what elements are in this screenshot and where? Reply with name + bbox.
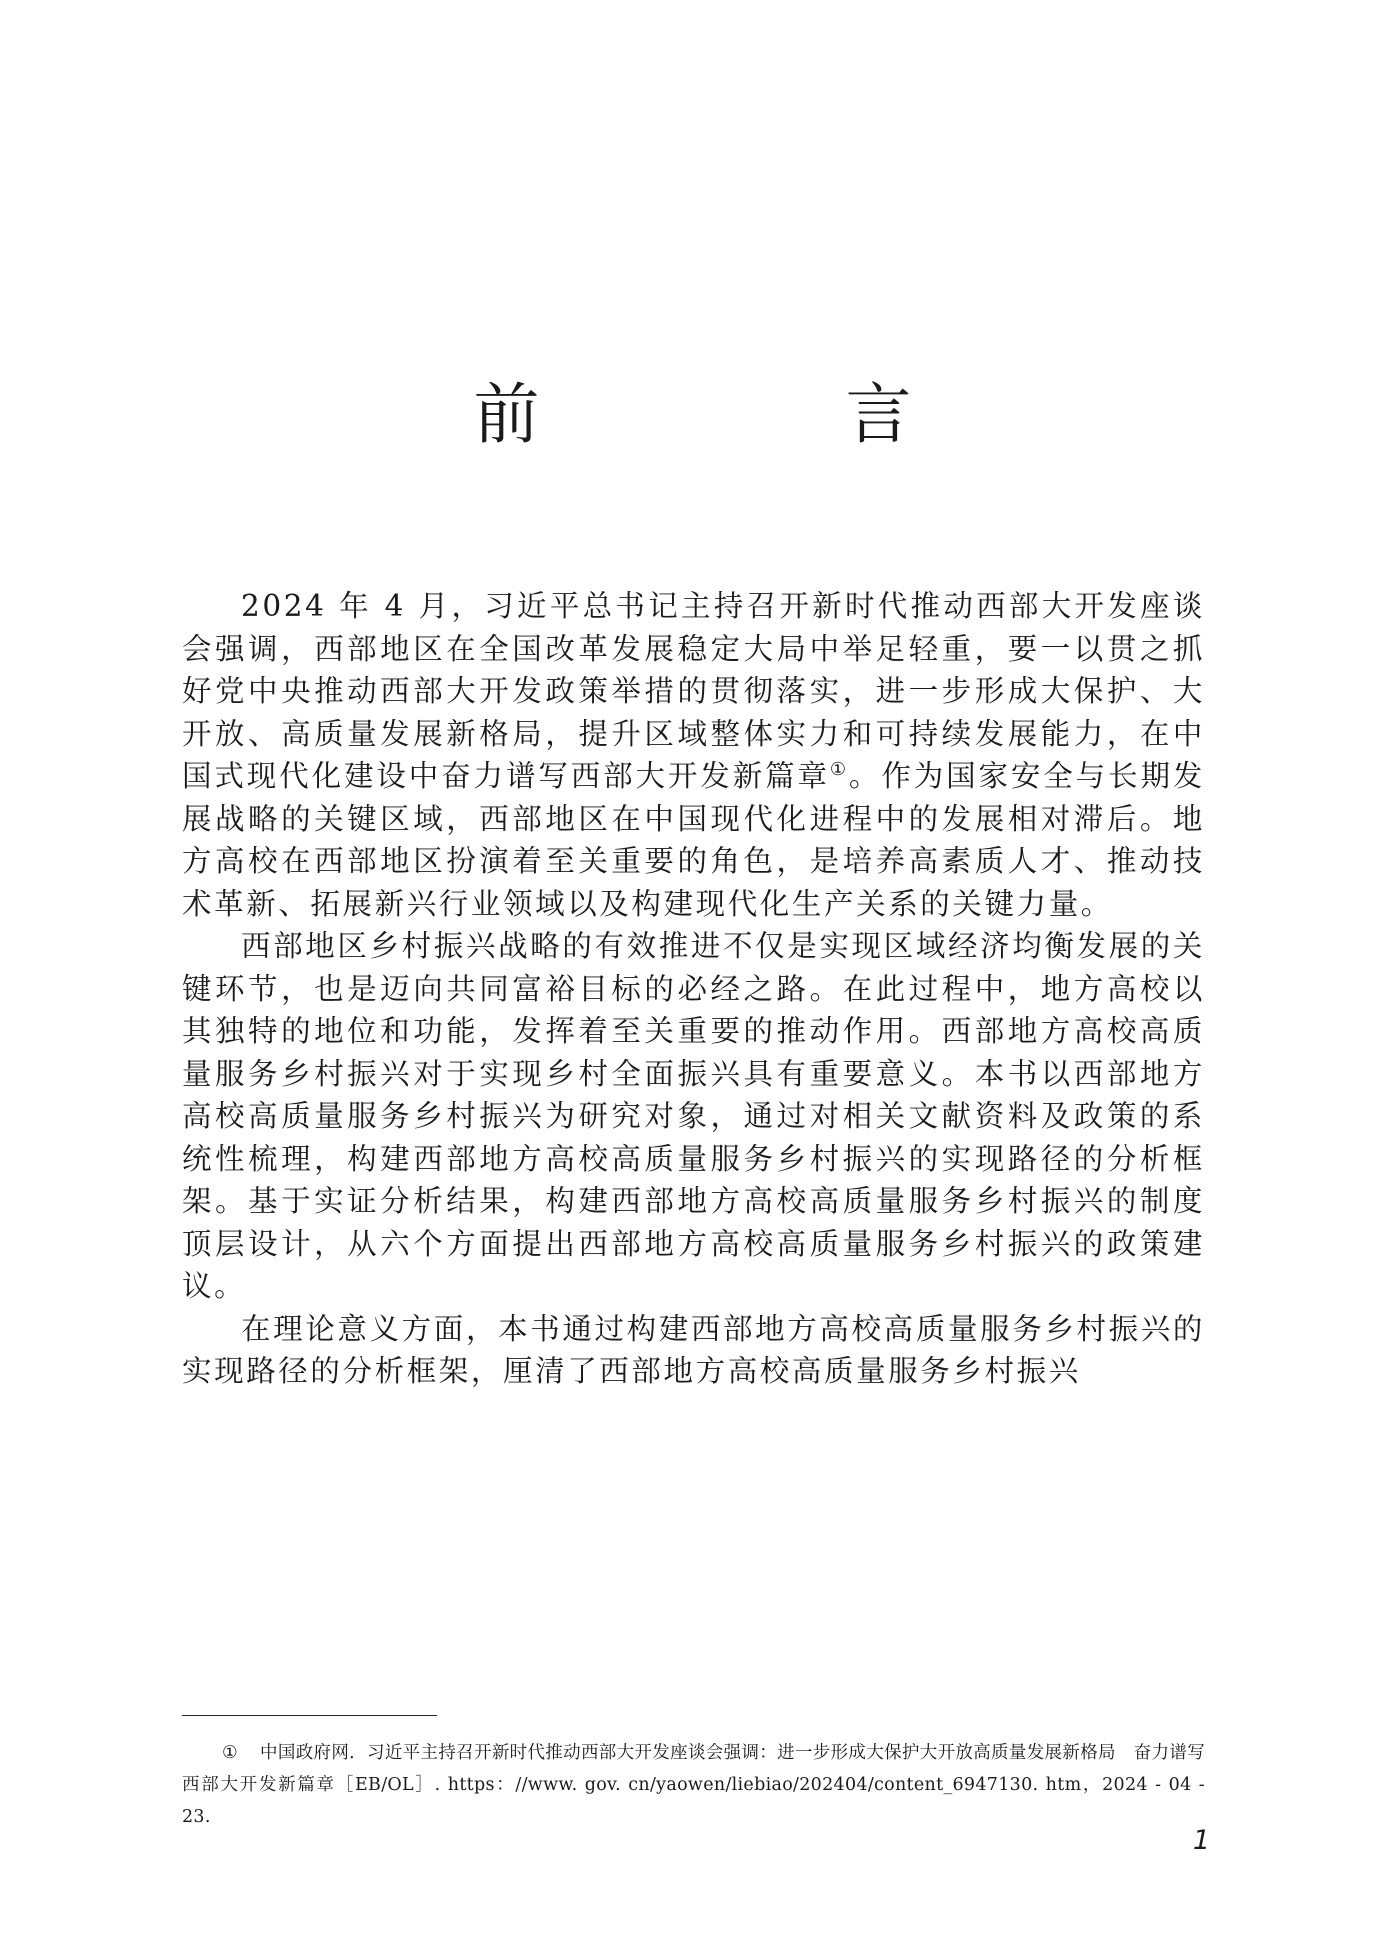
paragraph-3: 在理论意义方面，本书通过构建西部地方高校高质量服务乡村振兴的实现路径的分析框架，厘清了西部地方高校高质量服务乡村振兴 [182, 1311, 1205, 1388]
footnote-number: ① [222, 1743, 239, 1763]
footnote-divider [182, 1715, 437, 1716]
footnote-reference-mark[interactable]: ① [829, 759, 849, 781]
paragraph-1 [182, 585, 1205, 925]
paragraph-1-text: 2024 年 4 月，习近平总书记主持召开新时代推动西部大开发座谈会强调，西部地区在全国改革发展稳定大局中举足轻重，要一以贯之抓好党中央推动西部大开发政策举措的贯彻落实，进一步形成大保护、大开放、高质量发展新格局，提升区域整体实力和可持续发展能力，在中国式现代化建设中奋力谱写西部大开发新篇章 [182, 589, 1205, 793]
page-number: 1 [1192, 1825, 1210, 1856]
footnote [182, 1737, 1205, 1833]
page-title: 前 言 [473, 376, 1032, 453]
paragraph-2: 西部地区乡村振兴战略的有效推进不仅是实现区域经济均衡发展的关键环节，也是迈向共同富裕目标的必经之路。在此过程中，地方高校以其独特的地位和功能，发挥着至关重要的推动作用。西部地方高校高质量服务乡村振兴对于实现乡村全面振兴具有重要意义。本书以西部地方高校高质量服务乡村振兴为研究对象，通过对相关文献资料及政策的系统性梳理，构建西部地方高校高质量服务乡村振兴的实现路径的分析框架。基于实证分析结果，构建西部地方高校高质量服务乡村振兴的制度顶层设计，从六个方面提出西部地方高校高质量服务乡村振兴的政策建议。 [182, 929, 1205, 1303]
footnote-text: 中国政府网．习近平主持召开新时代推动西部大开发座谈会强调：进一步形成大保护大开放高质量发展新格局 奋力谱写西部大开发新篇章［EB/OL］. https：//www. gov. cn/yaowen/liebiao/202404/content_6947130. htm，2024 - 04 - 23. [182, 1743, 1205, 1827]
body-text [182, 585, 1205, 1393]
paragraph-1-text-continued: 。作为国家安全与长期发展战略的关键区域，西部地区在中国现代化进程中的发展相对滞后。地方高校在西部地区扮演着至关重要的角色，是培养高素质人才、推动技术革新、拓展新兴行业领域以及构建现代化生产关系的关键力量。 [182, 759, 1205, 921]
